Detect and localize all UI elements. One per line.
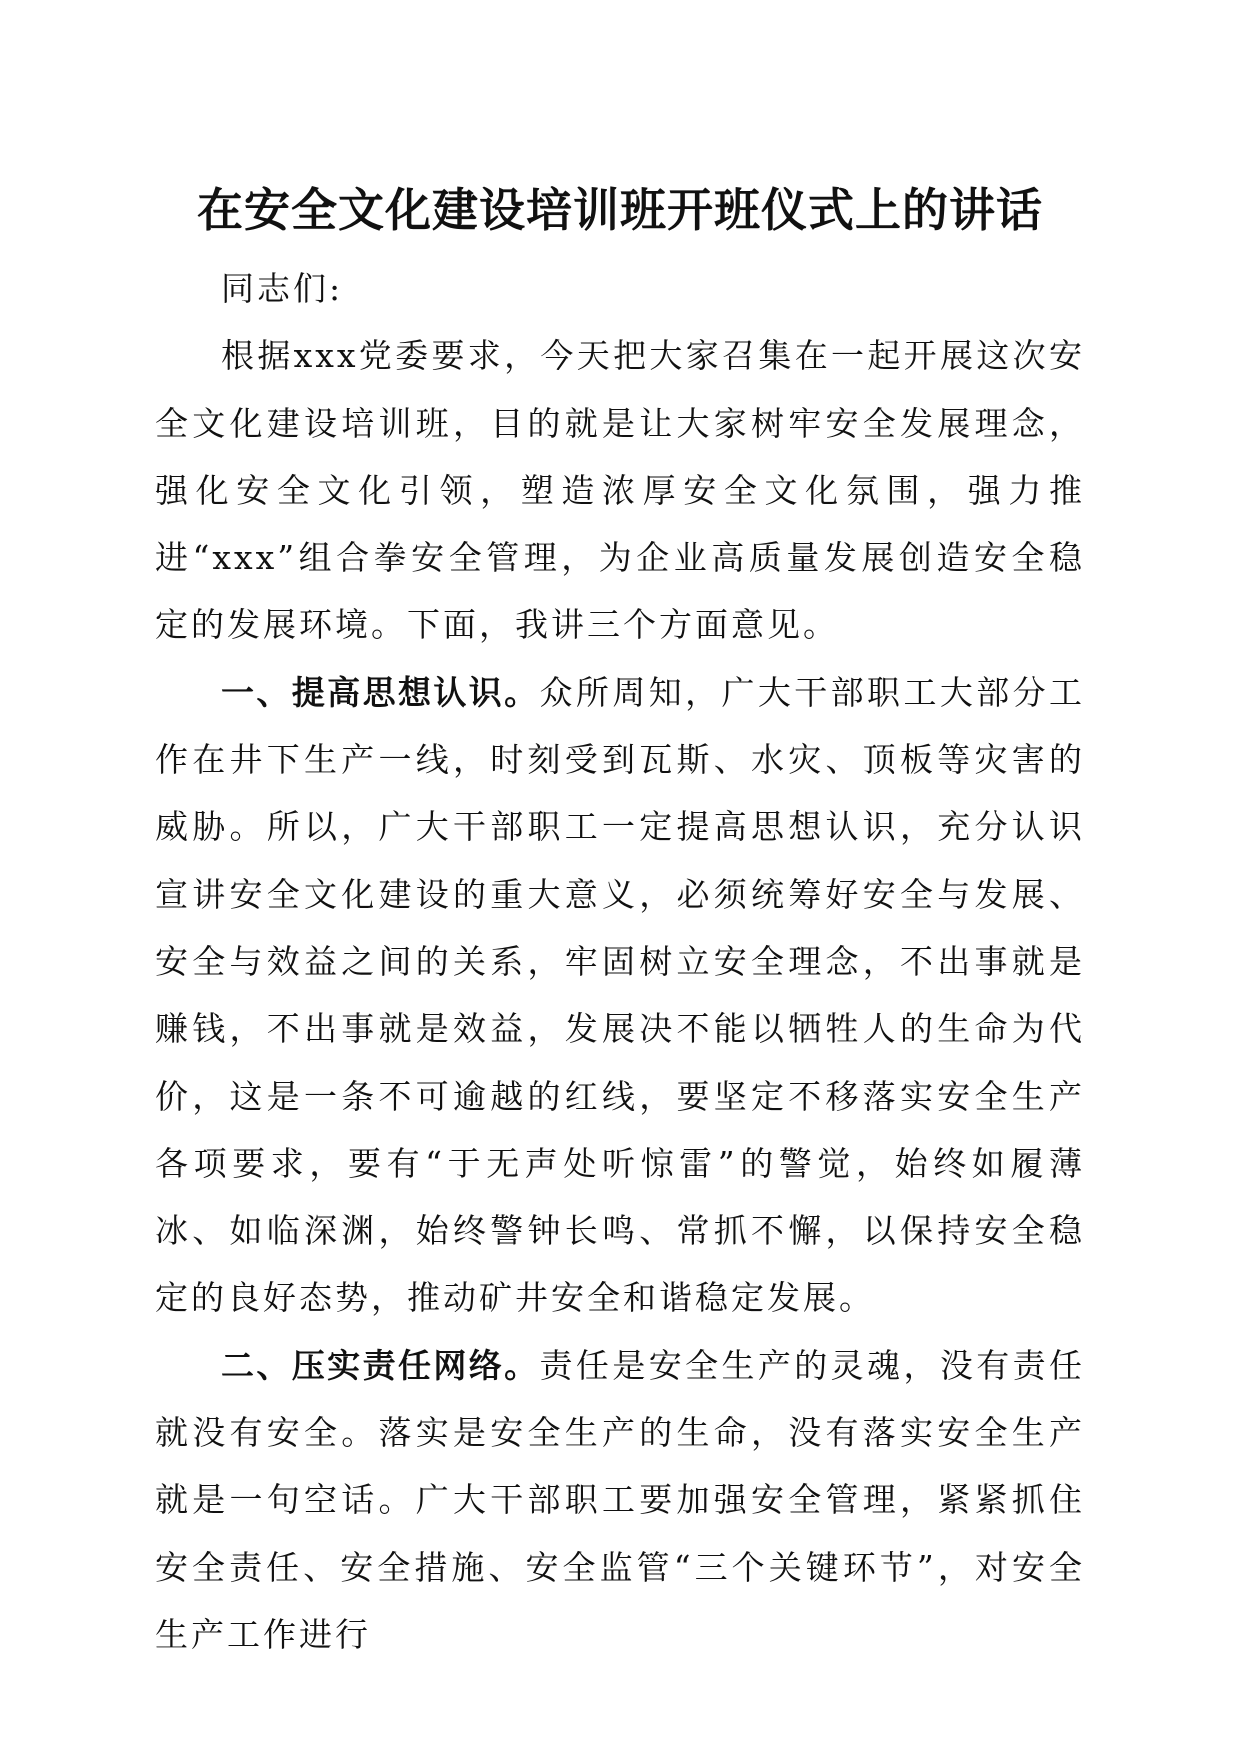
document-title: 在安全文化建设培训班开班仪式上的讲话 [197,183,1043,237]
section-text-1: 众所周知，广大干部职工大部分工作在井下生产一线，时刻受到瓦斯、水灾、顶板等灾害的威胁。所以，广大干部职工一定提高思想认识，充分认识宣讲安全文化建设的重大意义，必须统筹好安全与发展、安全与效益之间的关系，牢固树立安全理念，不出事就是赚钱，不出事就是效益，发展决不能以牺牲人的生命为代价，这是一条不可逾越的红线，要坚定不移落实安全生产各项要求，要有“于无声处听惊雷”的警觉，始终如履薄冰、如临深渊，始终警钟长鸣、常抓不懈，以保持安全稳定的良好态势，推动矿井安全和谐稳定发展。 [155,672,1086,1318]
section-heading-2: 二、压实责任网络。 [221,1345,540,1385]
section-text-2: 责任是安全生产的灵魂，没有责任就没有安全。落实是安全生产的生命，没有落实安全生产就是一句空话。广大干部职工要加强安全管理，紧紧抓住安全责任、安全措施、安全监管“三个关键环节”，对安全生产工作进行 [155,1345,1086,1654]
intro-paragraph: 根据xxx党委要求，今天把大家召集在一起开展这次安全文化建设培训班，目的就是让大家树牢安全发展理念，强化安全文化引领，塑造浓厚安全文化氛围，强力推进“xxx”组合拳安全管理，为企业高质量发展创造安全稳定的发展环境。下面，我讲三个方面意见。 [155,336,1085,645]
document-body [155,255,1085,1668]
section-heading-1: 一、提高思想认识。 [221,672,540,712]
section-paragraph-2 [155,1332,1085,1668]
section-paragraph-1 [155,659,1085,1332]
salutation: 同志们: [221,269,344,308]
